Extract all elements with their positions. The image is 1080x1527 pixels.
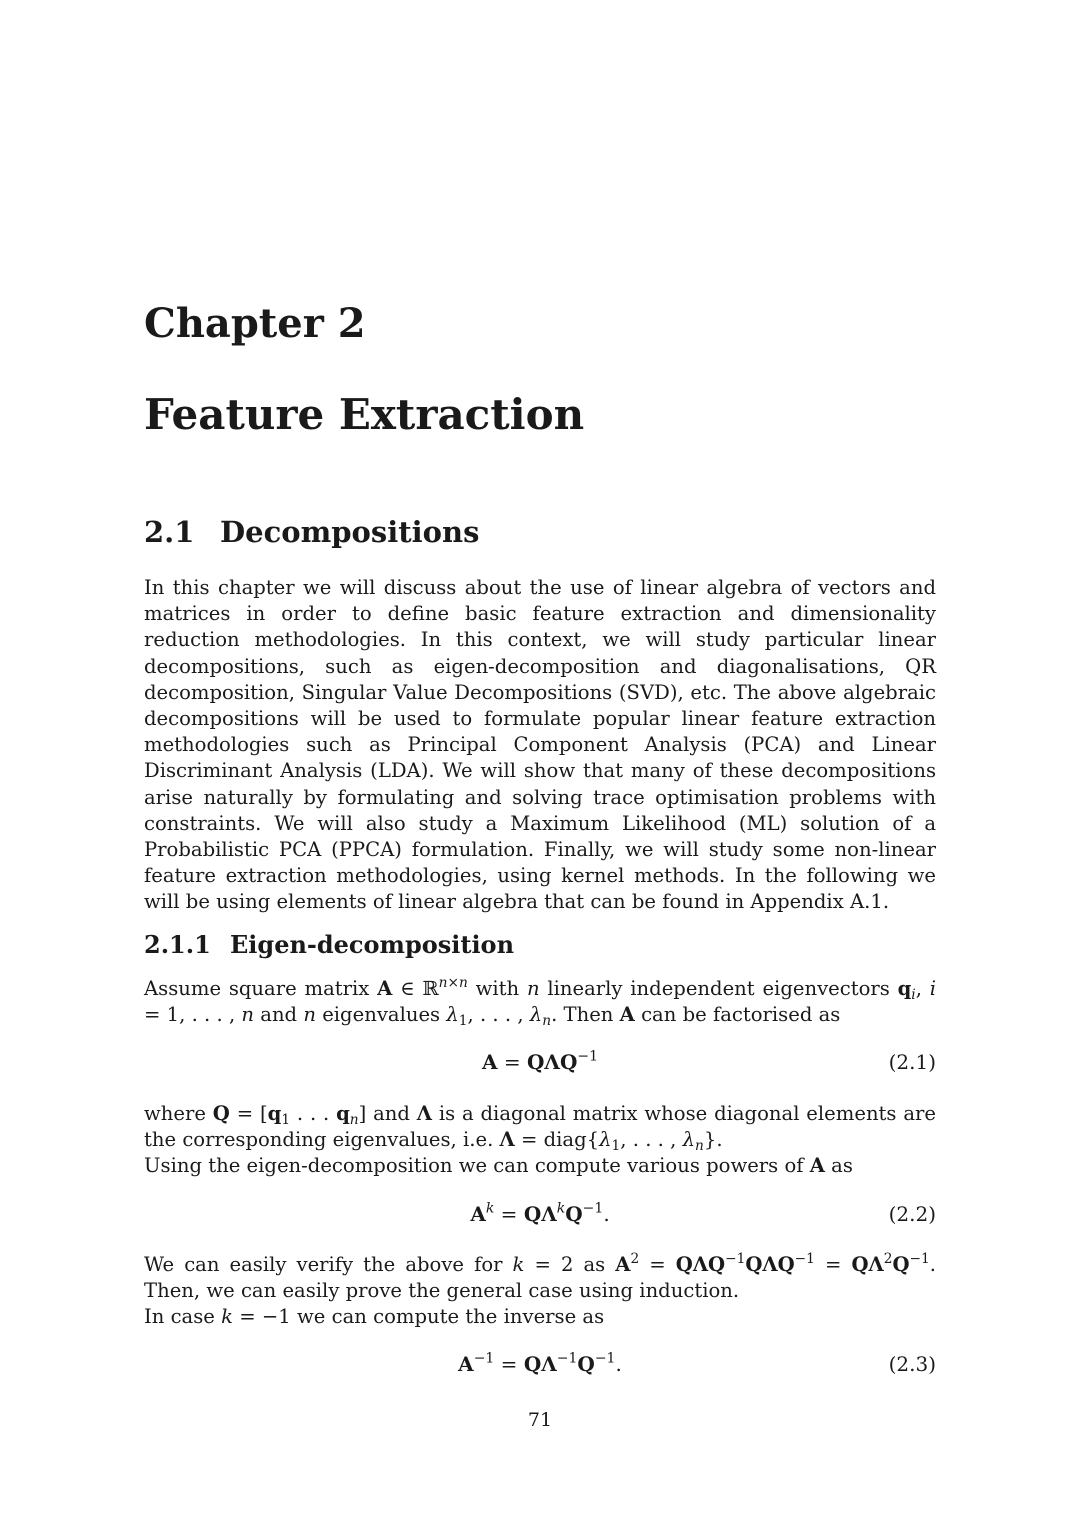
equation-2-1 — [144, 1050, 936, 1080]
equation-number: (2.3) — [888, 1352, 936, 1376]
section-number: 2.1 — [144, 515, 195, 549]
subsection-title: Eigen-decomposition — [230, 930, 515, 959]
subsection-number: 2.1.1 — [144, 930, 211, 959]
paragraph-assume: Assume square matrix A ∈ ℝ$^{n\times n}$ with n linearly independent eigenvectors $q_i$, i = 1, . . . , n and n eigenvalues $\lambda_1$, . . . , $\lambda_n$. Then A can be factorised as — [144, 974, 936, 1030]
subsection-heading — [144, 930, 514, 959]
paragraph-verify: We can easily verify the above for k = 2 as $A^2 = Q\Lambda Q^{-1}Q\Lambda Q^{-1} = Q\Lambda^2Q^{-1}$. Then, we can easily prove the general case using induction. In case k = −1 we can compute the inverse as — [144, 1250, 936, 1329]
page-number: 71 — [527, 1409, 553, 1431]
equation-2-3 — [144, 1352, 936, 1382]
equation-number: (2.1) — [888, 1050, 936, 1074]
equation-2-2 — [144, 1202, 936, 1232]
intro-paragraph: In this chapter we will discuss about the use of linear algebra of vectors and matrices in order to define basic feature extraction and dimensionality reduction methodologies. In this context, we will study particular linear decompositions, such as eigen-decomposition and diagonalisations, QR decomposition, Singular Value Decompositions (SVD), etc. The above algebraic decompositions will be used to formulate popular linear feature extraction methodologies such as Principal Component Analysis (PCA) and Linear Discriminant Analysis (LDA). We will show that many of these decompositions arise naturally by formulating and solving trace optimisation problems with constraints. We will also study a Maximum Likelihood (ML) solution of a Probabilistic PCA (PPCA) formulation. Finally, we will study some non-linear feature extraction methodologies, using kernel methods. In the following we will be using elements of linear algebra that can be found in Appendix A.1. — [144, 576, 936, 914]
equation-formula: $A^k = Q\Lambda^kQ^{-1}$. — [470, 1200, 610, 1226]
equation-formula: $A = Q\Lambda Q^{-1}$ — [481, 1048, 599, 1074]
chapter-title: Feature Extraction — [144, 390, 585, 439]
section-title: Decompositions — [220, 515, 480, 549]
paragraph-where: where $Q = [q_1$ . . . $q_n$] and Λ is a diagonal matrix whose diagonal elements are the corresponding eigenvalues, i.e. $\Lambda = diag\{\lambda_1$, . . . , $\lambda_n$}. Using the eigen-decomposition we can compute various powers of A as — [144, 1102, 936, 1178]
chapter-label: Chapter 2 — [144, 300, 366, 347]
equation-formula: $A^{-1} = Q\Lambda^{-1}Q^{-1}$. — [458, 1350, 622, 1376]
equation-number: (2.2) — [888, 1202, 936, 1226]
section-heading — [144, 515, 479, 549]
